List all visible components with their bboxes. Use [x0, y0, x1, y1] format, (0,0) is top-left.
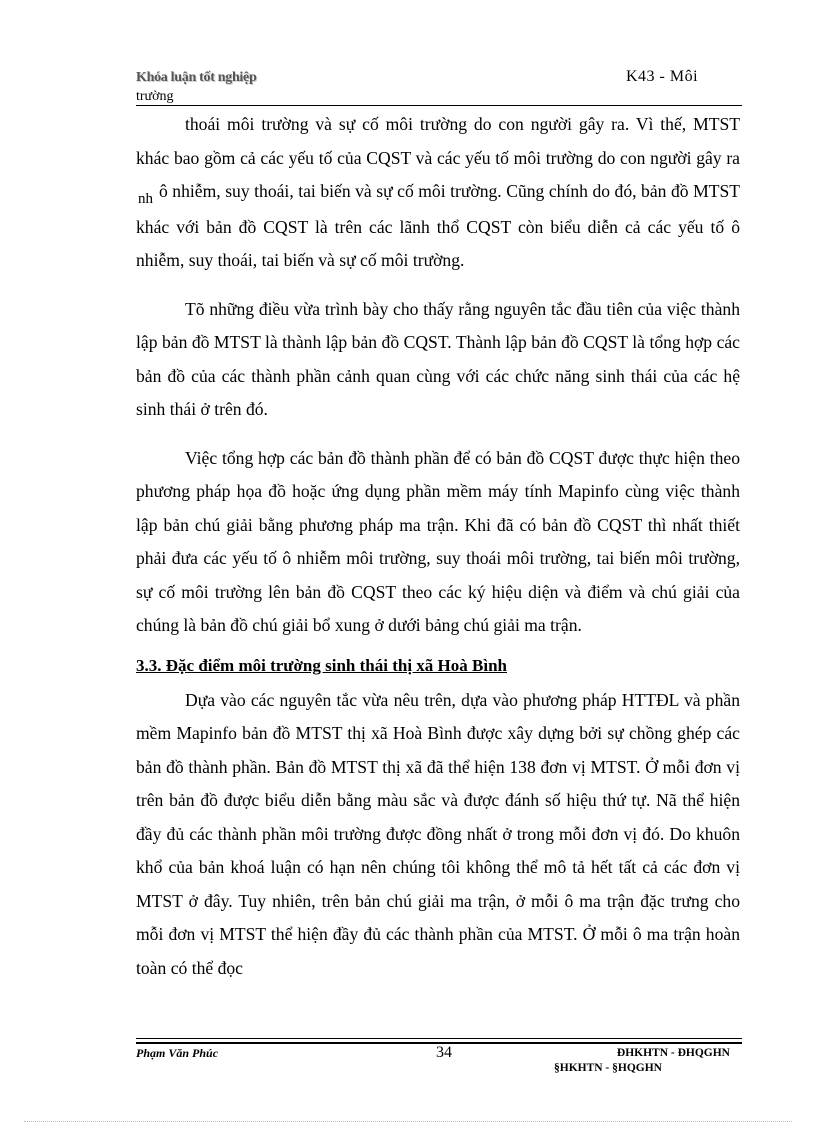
paragraph-2: Tõ những điều vừa trình bày cho thấy rằng nguyên tắc đầu tiên của việc thành lập bản đồ MTST là thành lập bản đồ CQST. Thành lập bản đồ CQST là tổng hợp các bản đồ của các thành phần cảnh quan cùng với các chức năng sinh thái của các hệ sinh thái ở trên đó.: [136, 298, 740, 419]
section-heading: 3.3. Đặc điểm môi trường sinh thái thị xã Hoà Bình: [136, 655, 507, 675]
paragraph-1: [136, 108, 740, 278]
page-edge: [24, 1121, 792, 1122]
footer-divider-thin: [136, 1038, 742, 1039]
header-thesis-label: Khóa luận tốt nghiệp: [136, 70, 257, 85]
running-header-right: K43 - Môi: [626, 68, 699, 85]
footer-institution-line2: §HKHTN - §HQGHN: [554, 1062, 662, 1074]
paragraph-4: Dựa vào các nguyên tắc vừa nêu trên, dựa vào phương pháp HTTĐL và phần mềm Mapinfo bản đồ MTST thị xã Hoà Bình được xây dựng bởi sự chồng ghép các bản đồ thành phần. Bản đồ MTST thị xã đã thể hiện 138 đơn vị MTST. Ở mỗi đơn vị trên bản đồ được biểu diễn bằng màu sắc và được đánh số hiệu thứ tự. Nã thể hiện đầy đủ các thành phần môi trường được đồng nhất ở trong mỗi đơn vị đó. Do khuôn khổ của bản khoá luận có hạn nên chúng tôi không thể mô tả hết tất cả các đơn vị MTST ở đây. Tuy nhiên, trên bản chú giải ma trận, ở mỗi ô ma trận đặc trưng cho mỗi đơn vị MTST thể hiện đầy đủ các thành phần của MTST. Ở mỗi ô ma trận hoàn toàn có thể đọc: [136, 689, 740, 978]
footer-institution-line1: ĐHKHTN - ĐHQGHN: [616, 1047, 730, 1059]
paragraph-3: Việc tổng hợp các bản đồ thành phần để có bản đồ CQST được thực hiện theo phương pháp họa đồ hoặc ứng dụng phần mềm máy tính Mapinfo cùng việc thành lập bản chú giải bằng phương pháp ma trận. Khi đã có bản đồ CQST thì nhất thiết phải đưa các yếu tố ô nhiễm môi trường, suy thoái môi trường, tai biến môi trường, sự cố môi trường lên bản đồ CQST theo các ký hiệu diện và điểm và chú giải của chúng là bản đồ chú giải bổ xung ở dưới bảng chú giải ma trận.: [136, 447, 740, 635]
header-thesis-label-cont: trường: [136, 89, 174, 104]
header-divider: [136, 105, 742, 106]
paragraph-1-sub: nh: [138, 191, 153, 207]
paragraph-1-text: thoái môi trường và sự cố môi trường do con người gây ra. Vì thế, MTST khác bao gồm cả các yếu tố của CQST và các yếu tố môi trường do con người gây ra: [136, 114, 740, 168]
page-number: 34: [436, 1044, 452, 1061]
running-header-left: [136, 68, 436, 106]
footer-institution: [554, 1046, 740, 1076]
page-body: [136, 108, 740, 985]
footer-author: Phạm Văn Phúc: [136, 1046, 219, 1060]
paragraph-1-rest: ô nhiễm, suy thoái, tai biến và sự cố môi trường. Cũng chính do đó, bản đồ MTST khác với bản đồ CQST là trên các lãnh thổ CQST còn biểu diễn cả các yếu tố ô nhiễm, suy thoái, tai biến và sự cố môi trường.: [136, 181, 740, 270]
